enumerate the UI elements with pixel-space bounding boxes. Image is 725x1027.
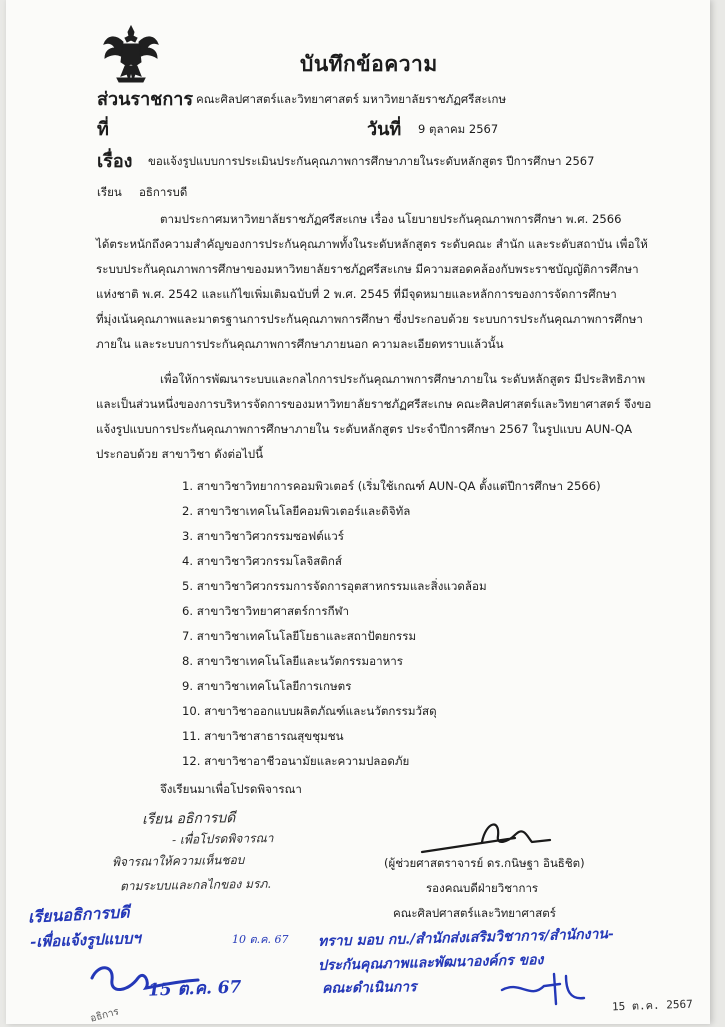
blue-signature-date: 15 ต.ค. 67 bbox=[147, 977, 242, 1001]
dept-value: คณะศิลปศาสตร์และวิทยาศาสตร์ มหาวิทยาลัยราชภัฏศรีสะเกษ bbox=[196, 92, 507, 106]
body-p2-line: และเป็นส่วนหนึ่งของการบริหารจัดการของมหาวิทยาลัยราชภัฏศรีสะเกษ คณะศิลปศาสตร์และวิทยาศาสตร์ จึงขอ bbox=[96, 397, 652, 411]
blue-note-line: เรียนอธิการบดี bbox=[27, 902, 130, 927]
closing-text: จึงเรียนมาเพื่อโปรดพิจารณา bbox=[160, 782, 302, 796]
memo-no-label: ที่ bbox=[97, 119, 109, 140]
date-label: วันที่ bbox=[367, 119, 402, 140]
date-stamp: 15 ต.ค. 2567 bbox=[611, 997, 693, 1014]
program-list-item: 6. สาขาวิชาวิทยาศาสตร์การกีฬา bbox=[182, 604, 350, 618]
blue-order-line: ทราบ มอบ กบ./สำนักส่งเสริมวิชาการ/สำนักงาน- bbox=[317, 926, 614, 950]
to-value: อธิการบดี bbox=[139, 185, 188, 199]
blue-note-line: -เพื่อแจ้งรูปแบบฯ bbox=[29, 929, 142, 951]
stamp-fragment: อธิการ bbox=[89, 1006, 121, 1025]
blue-note-date: 10 ต.ค. 67 bbox=[232, 933, 289, 946]
handwritten-note-line: พิจารณาให้ความเห็นชอบ bbox=[111, 852, 245, 870]
to-label: เรียน bbox=[97, 185, 122, 199]
signatory-faculty: คณะศิลปศาสตร์และวิทยาศาสตร์ bbox=[393, 906, 556, 920]
blue-signature-right bbox=[500, 970, 590, 1010]
garuda-emblem-icon bbox=[101, 22, 161, 84]
program-list-item: 8. สาขาวิชาเทคโนโลยีและนวัตกรรมอาหาร bbox=[182, 654, 404, 668]
handwritten-note-line: - เพื่อโปรดพิจารณา bbox=[171, 831, 274, 847]
program-list-item: 4. สาขาวิชาวิศวกรรมโลจิสติกส์ bbox=[182, 554, 342, 568]
program-list-item: 9. สาขาวิชาเทคโนโลยีการเกษตร bbox=[182, 679, 352, 693]
signatory-position: รองคณบดีฝ่ายวิชาการ bbox=[426, 881, 539, 895]
body-p1-line: ได้ตระหนักถึงความสำคัญของการประกันคุณภาพทั้งในระดับหลักสูตร ระดับคณะ สำนัก และระดับสถาบัน เพื่อให้ bbox=[96, 237, 648, 251]
program-list-item: 7. สาขาวิชาเทคโนโลยีโยธาและสถาปัตยกรรม bbox=[182, 629, 417, 643]
body-p2-line: เพื่อให้การพัฒนาระบบและกลไกการประกันคุณภาพการศึกษาภายใน ระดับหลักสูตร มีประสิทธิภาพ bbox=[160, 372, 646, 386]
program-list-item: 2. สาขาวิชาเทคโนโลยีคอมพิวเตอร์และดิจิทัล bbox=[182, 504, 411, 518]
body-p1-line: ที่มุ่งเน้นคุณภาพและมาตรฐานการประกันคุณภาพการศึกษา ซึ่งประกอบด้วย ระบบการประกันคุณภาพการศึกษา bbox=[96, 312, 643, 326]
body-p1-line: ระบบประกันคุณภาพการศึกษาของมหาวิทยาลัยราชภัฏศรีสะเกษ มีความสอดคล้องกับพระราชบัญญัติการศึกษา bbox=[96, 262, 639, 276]
program-list-item: 12. สาขาวิชาอาชีวอนามัยและความปลอดภัย bbox=[182, 754, 410, 768]
body-p1-line: แห่งชาติ พ.ศ. 2542 และแก้ไขเพิ่มเติมฉบับที่ 2 พ.ศ. 2545 ที่มีจุดหมายและหลักการของการจัดการศึกษา bbox=[96, 287, 617, 301]
handwritten-note-line: ตามระบบและกลไกของ มรภ. bbox=[119, 876, 272, 894]
body-p2-line: แจ้งรูปแบบการประกันคุณภาพการศึกษาภายใน ระดับหลักสูตร ประจำปีการศึกษา 2567 ในรูปแบบ AUN-QA bbox=[96, 422, 633, 436]
subject-value: ขอแจ้งรูปแบบการประเมินประกันคุณภาพการศึกษาภายในระดับหลักสูตร ปีการศึกษา 2567 bbox=[148, 154, 595, 168]
program-list-item: 1. สาขาวิชาวิทยาการคอมพิวเตอร์ (เริ่มใช้เกณฑ์ AUN-QA ตั้งแต่ปีการศึกษา 2566) bbox=[182, 479, 601, 493]
program-list-item: 3. สาขาวิชาวิศวกรรมซอฟต์แวร์ bbox=[182, 529, 344, 543]
date-value: 9 ตุลาคม 2567 bbox=[418, 122, 499, 136]
blue-order-line: คณะดำเนินการ bbox=[321, 979, 417, 997]
body-p1-line: ภายใน และระบบการประกันคุณภาพการศึกษาภายนอก ความละเอียดทราบแล้วนั้น bbox=[96, 337, 504, 351]
body-p2-line: ประกอบด้วย สาขาวิชา ดังต่อไปนี้ bbox=[96, 447, 264, 461]
program-list-item: 10. สาขาวิชาออกแบบผลิตภัณฑ์และนวัตกรรมวัสดุ bbox=[182, 704, 437, 718]
memo-title: บันทึกข้อความ bbox=[300, 52, 438, 76]
body-p1-line: ตามประกาศมหาวิทยาลัยราชภัฏศรีสะเกษ เรื่อง นโยบายประกันคุณภาพการศึกษา พ.ศ. 2566 bbox=[160, 212, 622, 226]
subject-label: เรื่อง bbox=[97, 151, 133, 172]
signatory-name: (ผู้ช่วยศาสตราจารย์ ดร.กนิษฐา อินธิชิต) bbox=[384, 856, 585, 870]
blue-order-line: ประกันคุณภาพและพัฒนาองค์กร ของ bbox=[317, 952, 544, 974]
handwritten-note-line: เรียน อธิการบดี bbox=[141, 810, 236, 828]
program-list-item: 11. สาขาวิชาสาธารณสุขชุมชน bbox=[182, 729, 344, 743]
dept-label: ส่วนราชการ bbox=[97, 89, 194, 110]
program-list-item: 5. สาขาวิชาวิศวกรรมการจัดการอุตสาหกรรมและสิ่งแวดล้อม bbox=[182, 579, 487, 593]
